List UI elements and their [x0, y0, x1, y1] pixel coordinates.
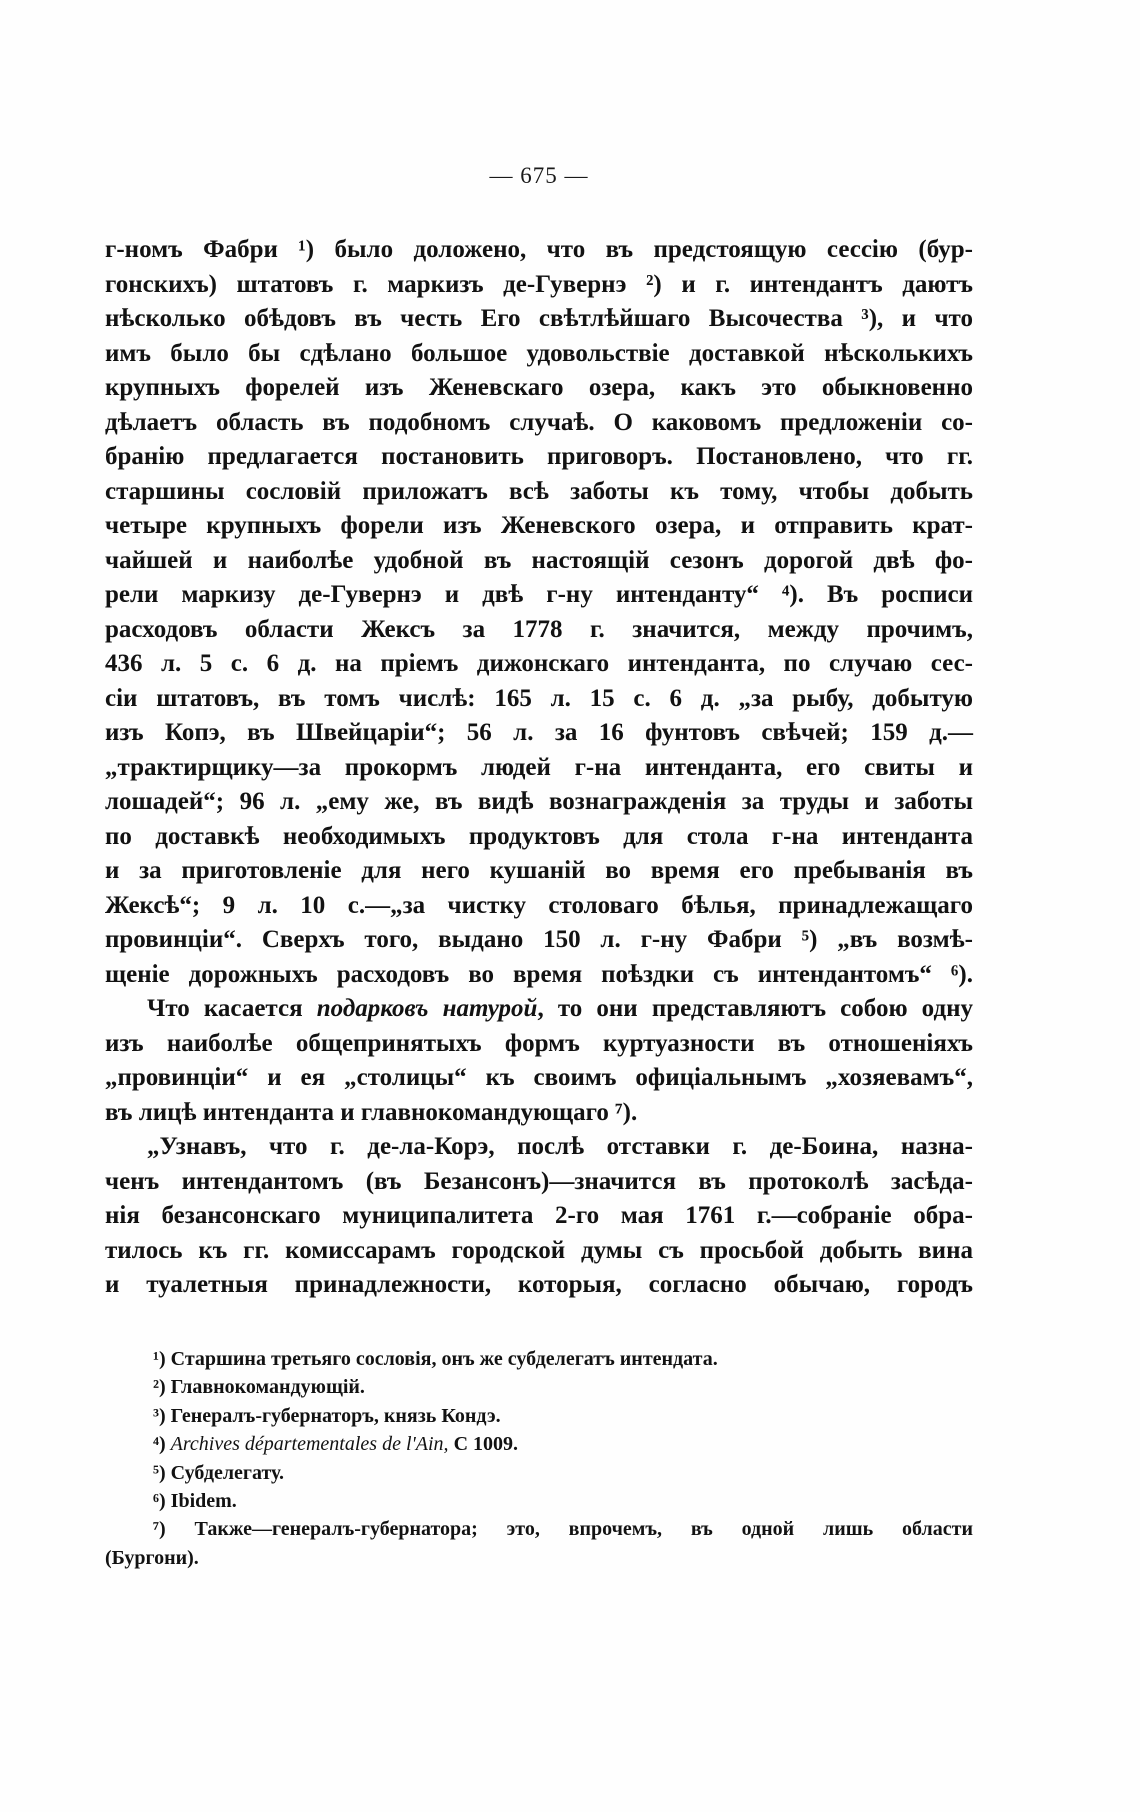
footnote-text: Главнокомандующій. — [170, 1376, 365, 1399]
footnote-mark: ⁴) — [153, 1433, 166, 1456]
text-line: „Узнавъ, что г. де-ла-Корэ, послѣ отставки г. де-Боина, назна- — [147, 1133, 973, 1160]
text-line: крупныхъ форелей изъ Женевскаго озера, какъ это обыкновенно — [105, 374, 973, 401]
paragraph-2 — [105, 992, 973, 1130]
text-line: щеніе дорожныхъ расходовъ во время поѣздки съ интендантомъ“ ⁶). — [105, 960, 973, 988]
text-line: дѣлаетъ область въ подобномъ случаѣ. О каковомъ предложеніи со- — [105, 408, 973, 436]
text-line: расходовъ области Жексъ за 1778 г. значится, между прочимъ, — [105, 615, 973, 643]
text-segment: Что касается — [147, 995, 317, 1022]
text-line: сіи штатовъ, въ томъ числѣ: 165 л. 15 с. 6 д. „за рыбу, добытую — [105, 684, 973, 712]
text-line: „провинціи“ и ея „столицы“ къ своимъ офиціальнымъ „хозяевамъ“, — [105, 1064, 973, 1091]
text-line: изъ Копэ, въ Швейцаріи“; 56 л. за 16 фунтовъ свѣчей; 159 д.— — [105, 719, 973, 746]
main-text — [105, 233, 973, 1303]
text-line: Жексѣ“; 9 л. 10 с.—„за чистку столоваго бѣлья, принадлежащаго — [105, 891, 973, 919]
text-line: старшины сословій приложатъ всѣ заботы къ тому, чтобы добыть — [105, 477, 973, 505]
footnote-mark: ⁷) — [153, 1518, 166, 1541]
footnote-mark: ¹) — [153, 1348, 166, 1370]
footnote-text: Субделегату. — [170, 1461, 285, 1484]
paragraph-1 — [105, 233, 973, 992]
footnote-mark: ⁶) — [153, 1489, 166, 1512]
footnote — [105, 1459, 973, 1487]
footnotes — [105, 1345, 973, 1572]
text-line: бранію предлагается постановить приговоръ. Постановлено, что гг. — [105, 443, 973, 470]
footnote-italic-source: Archives départementales de l'Ain, — [170, 1433, 449, 1456]
footnote — [105, 1373, 973, 1401]
footnote-continuation: (Бургони). — [105, 1546, 199, 1569]
footnote-text: Ibidem. — [170, 1489, 237, 1512]
footnote-text: C 1009. — [453, 1433, 519, 1456]
footnote-text: Старшина третьяго сословія, онъ же субделегатъ интендата. — [170, 1348, 718, 1370]
text-line: гонскихъ) штатовъ г. маркизъ де-Гувернэ ²) и г. интендантъ даютъ — [105, 270, 973, 298]
text-line: ченъ интендантомъ (въ Безансонъ)—значится въ протоколѣ засѣда- — [105, 1167, 973, 1195]
text-line: имъ было бы сдѣлано большое удовольствіе доставкой нѣсколькихъ — [105, 339, 973, 367]
text-line: „трактирщику—за прокормъ людей г-на интенданта, его свиты и — [105, 753, 973, 781]
text-line: нѣсколько обѣдовъ въ честь Его свѣтлѣйшаго Высочества ³), и что — [105, 305, 973, 332]
italic-phrase: подарковъ натурой — [316, 995, 538, 1022]
footnote — [105, 1430, 973, 1458]
text-line: провинціи“. Сверхъ того, выдано 150 л. г-ну Фабри ⁵) „въ возмѣ- — [105, 926, 973, 953]
text-line — [105, 992, 973, 1027]
text-line: изъ наиболѣе общепринятыхъ формъ куртуазности въ отношеніяхъ — [105, 1029, 973, 1057]
text-line: и туалетныя принадлежности, которыя, согласно обычаю, городъ — [105, 1271, 973, 1298]
text-line: по доставкѣ необходимыхъ продуктовъ для стола г-на интенданта — [105, 822, 973, 850]
text-line: рели маркизу де-Гувернэ и двѣ г-ну интенданту“ ⁴). Въ росписи — [105, 581, 973, 608]
footnote — [105, 1515, 973, 1543]
footnote-text: Также—генералъ-губернатора; это, впрочемъ, въ одной лишь области — [194, 1518, 973, 1541]
footnote-mark: ³) — [153, 1404, 166, 1427]
paragraph-3 — [105, 1130, 973, 1303]
text-line: четыре крупныхъ форели изъ Женевского озера, и отправить крат- — [105, 512, 973, 539]
footnote — [105, 1402, 973, 1430]
text-segment: , то они представляютъ собою одну — [537, 995, 974, 1022]
text-line: нія безансонскаго муниципалитета 2-го мая 1761 г.—собраніе обра- — [105, 1202, 973, 1229]
page-number: — 675 — — [489, 163, 589, 188]
text-line: и за приготовленіе для него кушаній во время его пребыванія въ — [105, 857, 973, 884]
text-line: лошадей“; 96 л. „ему же, въ видѣ вознагражденія за труды и заботы — [105, 788, 973, 815]
footnote — [105, 1345, 973, 1373]
footnote-text: Генералъ-губернаторъ, князь Кондэ. — [170, 1404, 501, 1427]
text-line: тилось къ гг. комиссарамъ городской думы съ просьбой добыть вина — [105, 1236, 973, 1264]
footnote-mark: ²) — [153, 1376, 166, 1399]
text-line: чайшей и наиболѣе удобной въ настоящій сезонъ дорогой двѣ фо- — [105, 546, 973, 574]
footnote-mark: ⁵) — [153, 1461, 166, 1484]
text-line: въ лицѣ интенданта и главнокомандующаго ⁷). — [105, 1098, 638, 1126]
text-line: г-номъ Фабри ¹) было доложено, что въ предстоящую сессію (бур- — [105, 236, 973, 263]
footnote — [105, 1487, 973, 1515]
text-line: 436 л. 5 с. 6 д. на пріемъ дижонскаго интенданта, по случаю сес- — [105, 650, 973, 677]
